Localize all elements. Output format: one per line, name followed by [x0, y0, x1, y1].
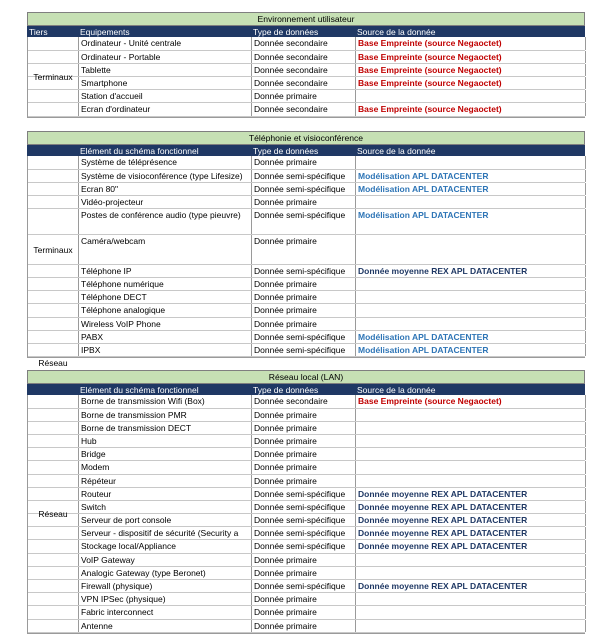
- table-row: [28, 461, 585, 474]
- table-row: [28, 422, 585, 435]
- data-type-cell: Donnée primaire: [251, 422, 355, 434]
- tier-cell: [28, 51, 78, 63]
- data-type-cell: Donnée primaire: [251, 567, 355, 579]
- tier-cell: [28, 554, 78, 566]
- equipment-cell: PABX: [78, 331, 251, 343]
- source-cell: [355, 567, 586, 579]
- column-header: Source de la donnée: [354, 26, 585, 37]
- data-type-cell: Donnée semi-spécifique: [251, 488, 355, 500]
- table-row: [28, 170, 585, 183]
- table-row: [28, 156, 585, 169]
- source-cell: Donnée moyenne REX APL DATACENTER: [355, 488, 586, 500]
- table-row: [28, 514, 585, 527]
- equipment-cell: Firewall (physique): [78, 580, 251, 592]
- table-row: [28, 527, 585, 540]
- source-cell: [355, 235, 586, 264]
- source-cell: [355, 593, 586, 605]
- tier-cell: [28, 475, 78, 487]
- source-cell: Donnée moyenne REX APL DATACENTER: [355, 580, 586, 592]
- table-header-row: [27, 384, 585, 395]
- column-header: Type de données: [250, 26, 354, 37]
- data-type-cell: Donnée semi-spécifique: [251, 265, 355, 277]
- tier-cell: [28, 37, 78, 49]
- equipment-cell: IPBX: [78, 344, 251, 356]
- data-type-cell: Donnée semi-spécifique: [251, 183, 355, 195]
- column-header: Equipements: [77, 26, 250, 37]
- source-cell: Base Empreinte (source Negaoctet): [355, 51, 586, 63]
- tier-cell: [28, 291, 78, 303]
- table-row: [28, 580, 585, 593]
- data-type-cell: Donnée primaire: [251, 554, 355, 566]
- tier-cell: [28, 103, 78, 115]
- data-type-cell: Donnée primaire: [251, 278, 355, 290]
- equipment-cell: Wireless VoIP Phone: [78, 318, 251, 330]
- tier-cell: [28, 318, 78, 330]
- column-header: Elément du schéma fonctionnel: [77, 145, 250, 156]
- table-row: [28, 540, 585, 553]
- equipment-cell: Téléphone numérique: [78, 278, 251, 290]
- equipment-cell: Analogic Gateway (type Beronet): [78, 567, 251, 579]
- data-type-cell: Donnée secondaire: [251, 395, 355, 407]
- table-header-row: [27, 145, 585, 156]
- equipment-cell: Routeur: [78, 488, 251, 500]
- tier-label: Terminaux: [33, 245, 73, 256]
- table-row: [28, 90, 585, 103]
- data-type-cell: Donnée semi-spécifique: [251, 540, 355, 552]
- tier-cell: [28, 265, 78, 277]
- column-header: Type de données: [250, 384, 354, 395]
- source-cell: [355, 291, 586, 303]
- table-row: [28, 567, 585, 580]
- tier-cell: [28, 435, 78, 447]
- table-row: [28, 331, 585, 344]
- tier-cell: [28, 395, 78, 407]
- source-cell: Modélisation APL DATACENTER: [355, 209, 586, 233]
- equipment-cell: Ordinateur - Portable: [78, 51, 251, 63]
- source-cell: Donnée moyenne REX APL DATACENTER: [355, 514, 586, 526]
- tier-separator: [28, 343, 78, 344]
- equipment-cell: VoIP Gateway: [78, 554, 251, 566]
- environnement-utilisateur-table: [27, 12, 585, 118]
- data-type-cell: Donnée primaire: [251, 235, 355, 264]
- source-cell: Base Empreinte (source Negaoctet): [355, 77, 586, 89]
- tier-cell: [28, 606, 78, 618]
- data-type-cell: Donnée secondaire: [251, 64, 355, 76]
- tier-cell: [28, 409, 78, 421]
- equipment-cell: Ecran 80": [78, 183, 251, 195]
- data-type-cell: Donnée primaire: [251, 156, 355, 168]
- source-cell: Donnée moyenne REX APL DATACENTER: [355, 540, 586, 552]
- tier-cell: [28, 422, 78, 434]
- reseau-local-table: [27, 370, 585, 634]
- data-type-cell: Donnée primaire: [251, 620, 355, 632]
- source-cell: [355, 606, 586, 618]
- table-header-row: [27, 26, 585, 37]
- equipment-cell: Postes de conférence audio (type pieuvre): [78, 209, 251, 233]
- equipment-cell: Téléphone IP: [78, 265, 251, 277]
- table-row: [28, 501, 585, 514]
- source-cell: Modélisation APL DATACENTER: [355, 331, 586, 343]
- equipment-cell: Borne de transmission Wifi (Box): [78, 395, 251, 407]
- tier-cell: [28, 461, 78, 473]
- tier-cell: [28, 567, 78, 579]
- data-type-cell: Donnée primaire: [251, 435, 355, 447]
- table-body: [27, 156, 585, 369]
- source-cell: [355, 422, 586, 434]
- table-title: Téléphonie et visioconférence: [27, 131, 585, 145]
- equipment-cell: Vidéo-projecteur: [78, 196, 251, 208]
- table-row: [28, 196, 585, 209]
- data-type-cell: Donnée secondaire: [251, 37, 355, 49]
- source-cell: [355, 304, 586, 316]
- tier-cell: [28, 209, 78, 233]
- table-row: [28, 103, 585, 116]
- source-cell: [355, 475, 586, 487]
- equipment-cell: Switch: [78, 501, 251, 513]
- table-row: [28, 209, 585, 234]
- table-row: [28, 488, 585, 501]
- source-cell: [355, 448, 586, 460]
- data-type-cell: Donnée semi-spécifique: [251, 580, 355, 592]
- equipment-cell: Serveur - dispositif de sécurité (Security a: [78, 527, 251, 539]
- source-cell: [355, 196, 586, 208]
- equipment-cell: Stockage local/Appliance: [78, 540, 251, 552]
- equipment-cell: Bridge: [78, 448, 251, 460]
- source-cell: Modélisation APL DATACENTER: [355, 183, 586, 195]
- tier-cell: [28, 90, 78, 102]
- data-type-cell: Donnée semi-spécifique: [251, 344, 355, 356]
- data-type-cell: Donnée primaire: [251, 409, 355, 421]
- table-row: [28, 475, 585, 488]
- source-cell: Modélisation APL DATACENTER: [355, 344, 586, 356]
- table-title: Réseau local (LAN): [27, 370, 585, 384]
- data-type-cell: Donnée semi-spécifique: [251, 170, 355, 182]
- column-header: Source de la donnée: [354, 145, 585, 156]
- table-row: [28, 64, 585, 77]
- data-type-cell: Donnée semi-spécifique: [251, 331, 355, 343]
- table-row: [28, 318, 585, 331]
- table-row: [28, 235, 585, 265]
- data-type-cell: Donnée primaire: [251, 593, 355, 605]
- data-type-cell: Donnée primaire: [251, 475, 355, 487]
- column-header: Source de la donnée: [354, 384, 585, 395]
- column-header: [27, 145, 77, 156]
- table-row: [28, 265, 585, 278]
- source-cell: [355, 461, 586, 473]
- data-type-cell: Donnée primaire: [251, 461, 355, 473]
- table-row: [28, 77, 585, 90]
- tier-cell: [28, 593, 78, 605]
- equipment-cell: Système de téléprésence: [78, 156, 251, 168]
- data-type-cell: Donnée primaire: [251, 90, 355, 102]
- table-row: [28, 278, 585, 291]
- tier-cell: [28, 580, 78, 592]
- tier-cell: [28, 156, 78, 168]
- source-cell: Base Empreinte (source Negaoctet): [355, 395, 586, 407]
- table-row: [28, 593, 585, 606]
- table-row: [28, 448, 585, 461]
- data-type-cell: Donnée semi-spécifique: [251, 501, 355, 513]
- equipment-cell: Ordinateur - Unité centrale: [78, 37, 251, 49]
- data-type-cell: Donnée secondaire: [251, 103, 355, 115]
- source-cell: [355, 318, 586, 330]
- equipment-cell: Téléphone analogique: [78, 304, 251, 316]
- tier-cell: [28, 331, 78, 343]
- source-cell: Base Empreinte (source Negaoctet): [355, 64, 586, 76]
- data-type-cell: Donnée primaire: [251, 448, 355, 460]
- data-type-cell: Donnée semi-spécifique: [251, 209, 355, 233]
- equipment-cell: Système de visioconférence (type Lifesize): [78, 170, 251, 182]
- tier-cell: [28, 620, 78, 632]
- equipment-cell: Borne de transmission DECT: [78, 422, 251, 434]
- table-row: [28, 620, 585, 633]
- tier-cell: [28, 304, 78, 316]
- source-cell: [355, 156, 586, 168]
- data-type-cell: Donnée primaire: [251, 291, 355, 303]
- tier-cell: [28, 527, 78, 539]
- column-header: [27, 384, 77, 395]
- source-cell: [355, 620, 586, 632]
- tier-cell: [28, 196, 78, 208]
- table-row: [28, 435, 585, 448]
- equipment-cell: Ecran d'ordinateur: [78, 103, 251, 115]
- column-header: Type de données: [250, 145, 354, 156]
- equipment-cell: Smartphone: [78, 77, 251, 89]
- table-row: [28, 606, 585, 619]
- table-row: [28, 344, 585, 357]
- telephonie-visioconference-table: [27, 131, 585, 369]
- table-row: [28, 183, 585, 196]
- equipment-cell: Caméra/webcam: [78, 235, 251, 264]
- equipment-cell: Borne de transmission PMR: [78, 409, 251, 421]
- source-cell: Donnée moyenne REX APL DATACENTER: [355, 265, 586, 277]
- source-cell: [355, 435, 586, 447]
- data-type-cell: Donnée secondaire: [251, 77, 355, 89]
- data-type-cell: Donnée primaire: [251, 318, 355, 330]
- table-row: [28, 51, 585, 64]
- tier-cell: [28, 278, 78, 290]
- equipment-cell: Téléphone DECT: [78, 291, 251, 303]
- table-body: [27, 37, 585, 117]
- data-type-cell: Donnée primaire: [251, 304, 355, 316]
- source-cell: [355, 554, 586, 566]
- table-row: [28, 291, 585, 304]
- source-cell: [355, 90, 586, 102]
- equipment-cell: Fabric interconnect: [78, 606, 251, 618]
- data-type-cell: Donnée primaire: [251, 196, 355, 208]
- source-cell: [355, 409, 586, 421]
- source-cell: Donnée moyenne REX APL DATACENTER: [355, 527, 586, 539]
- source-cell: Base Empreinte (source Negaoctet): [355, 37, 586, 49]
- equipment-cell: Antenne: [78, 620, 251, 632]
- equipment-cell: Répéteur: [78, 475, 251, 487]
- tier-cell: [28, 183, 78, 195]
- tier-label: Réseau: [38, 358, 68, 369]
- table-row: [28, 554, 585, 567]
- table-row: [28, 409, 585, 422]
- tier-cell: [28, 170, 78, 182]
- table-body: [27, 395, 585, 633]
- source-cell: [355, 278, 586, 290]
- equipment-cell: VPN IPSec (physique): [78, 593, 251, 605]
- tier-cell: [28, 448, 78, 460]
- column-header: Elément du schéma fonctionnel: [77, 384, 250, 395]
- data-type-cell: Donnée semi-spécifique: [251, 514, 355, 526]
- tier-cell: [28, 540, 78, 552]
- table-title: Environnement utilisateur: [27, 12, 585, 26]
- table-row: [28, 37, 585, 50]
- table-row: [28, 304, 585, 317]
- tier-cell: [28, 344, 78, 356]
- column-header: Tiers: [29, 27, 48, 37]
- equipment-cell: Hub: [78, 435, 251, 447]
- table-row: [28, 395, 585, 408]
- source-cell: Donnée moyenne REX APL DATACENTER: [355, 501, 586, 513]
- equipment-cell: Serveur de port console: [78, 514, 251, 526]
- data-type-cell: Donnée primaire: [251, 606, 355, 618]
- tier-label: Réseau: [38, 509, 68, 520]
- equipment-cell: Modem: [78, 461, 251, 473]
- source-cell: Base Empreinte (source Negaoctet): [355, 103, 586, 115]
- data-type-cell: Donnée semi-spécifique: [251, 527, 355, 539]
- equipment-cell: Tablette: [78, 64, 251, 76]
- equipment-cell: Station d'accueil: [78, 90, 251, 102]
- tier-label: Terminaux: [33, 71, 73, 82]
- data-type-cell: Donnée secondaire: [251, 51, 355, 63]
- tier-cell: [28, 488, 78, 500]
- source-cell: Modélisation APL DATACENTER: [355, 170, 586, 182]
